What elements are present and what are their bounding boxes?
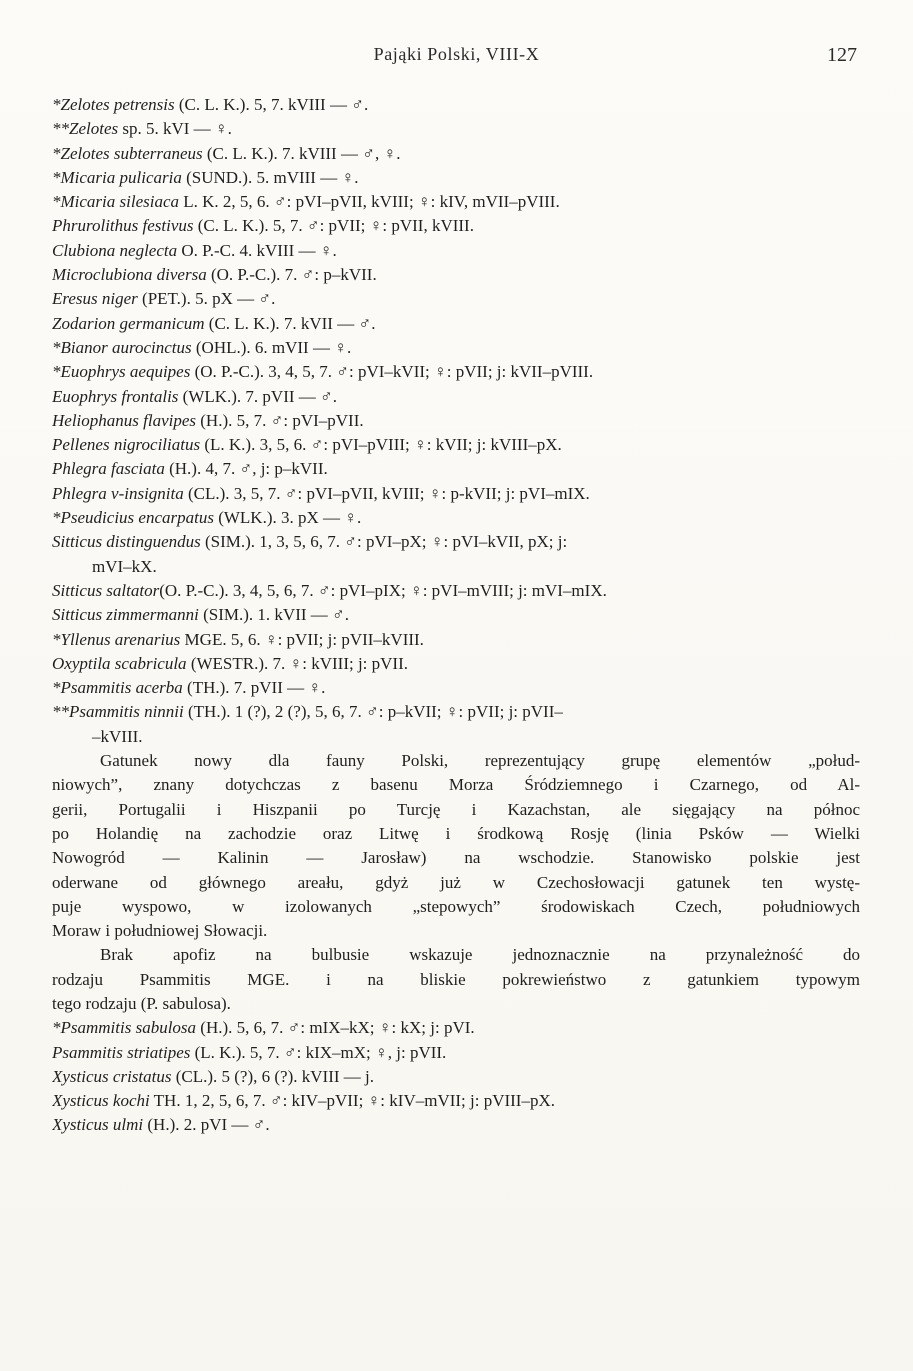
species-entry (52, 579, 860, 603)
species-entry (52, 1113, 860, 1137)
species-name: Phlegra v-insignita (52, 483, 184, 503)
species-entry (52, 287, 860, 311)
paragraph-line: po Holandię na zachodzie oraz Litwę i środkową Rosję (linia Psków — Wielki (52, 823, 860, 843)
species-entry (52, 93, 860, 117)
page-body (52, 93, 860, 1138)
paragraph-line: puje wyspowo, w izolowanych „stepowych” środowiskach Czech, południowych (52, 896, 860, 916)
species-name: *Psammitis sabulosa (52, 1018, 197, 1038)
species-entry (52, 506, 860, 530)
species-record: (SIM.). 1, 3, 5, 6, 7. ♂: pVI–pX; ♀: pVI–kVII, pX; j: (200, 532, 568, 552)
species-record: (TH.). 1 (?), 2 (?), 5, 6, 7. ♂: p–kVII; ♀: pVII; j: pVII– (183, 702, 563, 722)
page-number: 127 (827, 44, 857, 66)
species-entry (52, 457, 860, 481)
species-record: MGE. 5, 6. ♀: pVII; j: pVII–kVIII. (180, 629, 424, 649)
paragraph-line: Moraw i południowej Słowacji. (52, 921, 268, 941)
species-entry (52, 117, 860, 141)
species-record: (WESTR.). 7. ♀: kVIII; j: pVII. (186, 653, 408, 673)
species-record: (L. K.). 5, 7. ♂: kIX–mX; ♀, j: pVII. (190, 1042, 447, 1062)
species-list (52, 93, 860, 749)
species-name: **Zelotes (52, 119, 119, 139)
species-name: Zodarion germanicum (52, 313, 205, 333)
species-entry (52, 166, 860, 190)
species-name: Xysticus ulmi (52, 1115, 144, 1135)
species-entry (52, 312, 860, 336)
paragraph-line: gerii, Portugalii i Hiszpanii po Turcję i Kazachstan, ale sięgający na północ (52, 799, 860, 819)
species-entry (52, 1089, 860, 1113)
species-record: –kVIII. (92, 726, 143, 746)
species-entry (52, 700, 860, 724)
species-entry (52, 530, 860, 554)
species-entry (52, 1065, 860, 1089)
species-record: (H.). 2. pVI — ♂. (143, 1115, 270, 1135)
species-name: Sitticus distinguendus (52, 532, 201, 552)
species-entry (52, 555, 860, 579)
species-name: Oxyptila scabricula (52, 653, 187, 673)
species-name: *Zelotes subterraneus (52, 143, 203, 163)
species-entry (52, 676, 860, 700)
paragraph-genus-note (52, 943, 860, 1016)
species-entry (52, 628, 860, 652)
species-name: *Zelotes petrensis (52, 95, 175, 114)
species-name: Euophrys frontalis (52, 386, 179, 406)
species-entry (52, 360, 860, 384)
species-record: (C. L. K.). 5, 7. kVIII — ♂. (174, 95, 369, 114)
species-name: Sitticus zimmermanni (52, 605, 199, 625)
species-record: (OHL.). 6. mVII — ♀. (191, 337, 352, 357)
species-record: (WLK.). 3. pX — ♀. (213, 508, 362, 528)
species-record: (H.). 4, 7. ♂, j: p–kVII. (164, 459, 328, 479)
species-name: **Psammitis ninnii (52, 702, 184, 722)
species-entry (52, 482, 860, 506)
species-name: *Euophrys aequipes (52, 362, 191, 382)
paragraph-line: Gatunek nowy dla fauny Polski, reprezentujący grupę elementów „połud- (100, 751, 860, 771)
species-name: Clubiona neglecta (52, 240, 178, 260)
species-entry (52, 603, 860, 627)
species-record: (TH.). 7. pVII — ♀. (182, 678, 326, 698)
species-name: *Micaria silesiaca (52, 192, 180, 212)
paragraph-line: oderwane od głównego areału, gdyż już w Czechosłowacji gatunek ten wystę- (52, 872, 860, 892)
species-name: *Micaria pulicaria (52, 167, 182, 187)
species-record: (PET.). 5. pX — ♂. (137, 289, 276, 309)
paragraph-line: Brak apofiz na bulbusie wskazuje jednoznacznie na przynależność do (100, 945, 860, 965)
species-entry (52, 263, 860, 287)
paragraph-line: niowych”, znany dotychczas z basenu Morza Śródziemnego i Czarnego, od Al- (52, 775, 860, 795)
species-record: (CL.). 3, 5, 7. ♂: pVI–pVII, kVIII; ♀: p-kVII; j: pVI–mIX. (183, 483, 590, 503)
species-record: (L. K.). 3, 5, 6. ♂: pVI–pVIII; ♀: kVII; j: kVIII–pX. (200, 435, 562, 455)
species-name: *Pseudicius encarpatus (52, 508, 214, 528)
species-name: Phlegra fasciata (52, 459, 165, 479)
species-entry (52, 239, 860, 263)
paragraph-line: rodzaju Psammitis MGE. i na bliskie pokrewieństwo z gatunkiem typowym (52, 969, 860, 989)
species-name: Eresus niger (52, 289, 138, 309)
species-entry (52, 385, 860, 409)
paragraph-line: tego rodzaju (P. sabulosa). (52, 993, 231, 1013)
species-name: Phrurolithus festivus (52, 216, 194, 236)
species-record: (SUND.). 5. mVIII — ♀. (181, 167, 359, 187)
species-entry (52, 336, 860, 360)
species-name: Pellenes nigrociliatus (52, 435, 201, 455)
species-record: TH. 1, 2, 5, 6, 7. ♂: kIV–pVII; ♀: kIV–mVII; j: pVIII–pX. (149, 1091, 555, 1111)
species-entry (52, 725, 860, 749)
species-entry (52, 433, 860, 457)
running-title: Pająki Polski, VIII-X (373, 44, 540, 64)
species-record: (C. L. K.). 7. kVII — ♂. (204, 313, 376, 333)
species-name: *Bianor aurocinctus (52, 337, 192, 357)
paragraph-line: Nowogród — Kalinin — Jarosław) na wschodzie. Stanowisko polskie jest (52, 848, 860, 868)
species-name: Sitticus saltator (52, 580, 160, 600)
species-record: (H.). 5, 7. ♂: pVI–pVII. (196, 410, 364, 430)
species-name: Microclubiona diversa (52, 265, 207, 285)
species-entry (52, 190, 860, 214)
species-record: (SIM.). 1. kVII — ♂. (198, 605, 350, 625)
species-name: Heliophanus flavipes (52, 410, 197, 430)
species-record: L. K. 2, 5, 6. ♂: pVI–pVII, kVIII; ♀: kIV, mVII–pVIII. (179, 192, 560, 212)
species-list-continued (52, 1016, 860, 1137)
page-header (0, 44, 913, 72)
species-record: O. P.-C. 4. kVIII — ♀. (177, 240, 337, 260)
species-record: (H.). 5, 6, 7. ♂: mIX–kX; ♀: kX; j: pVI. (196, 1018, 475, 1038)
species-record: (C. L. K.). 7. kVIII — ♂, ♀. (202, 143, 401, 163)
species-entry (52, 409, 860, 433)
species-record: mVI–kX. (92, 556, 157, 576)
species-record: sp. 5. kVI — ♀. (118, 119, 232, 139)
species-name: *Yllenus arenarius (52, 629, 181, 649)
species-name: *Psammitis acerba (52, 678, 183, 698)
species-entry (52, 652, 860, 676)
species-record: (O. P.-C.). 3, 4, 5, 6, 7. ♂: pVI–pIX; ♀: pVI–mVIII; j: mVI–mIX. (159, 580, 607, 600)
paragraph-species-note (52, 749, 860, 943)
species-record: (CL.). 5 (?), 6 (?). kVIII — j. (171, 1066, 374, 1086)
species-name: Xysticus cristatus (52, 1066, 172, 1086)
species-record: (C. L. K.). 5, 7. ♂: pVII; ♀: pVII, kVIII. (193, 216, 474, 236)
species-record: (O. P.-C.). 3, 4, 5, 7. ♂: pVI–kVII; ♀: pVII; j: kVII–pVIII. (190, 362, 594, 382)
species-entry (52, 1041, 860, 1065)
species-entry (52, 214, 860, 238)
species-record: (WLK.). 7. pVII — ♂. (178, 386, 338, 406)
species-entry (52, 1016, 860, 1040)
species-name: Psammitis striatipes (52, 1042, 191, 1062)
species-entry (52, 142, 860, 166)
species-name: Xysticus kochi (52, 1091, 150, 1111)
species-record: (O. P.-C.). 7. ♂: p–kVII. (206, 265, 377, 285)
